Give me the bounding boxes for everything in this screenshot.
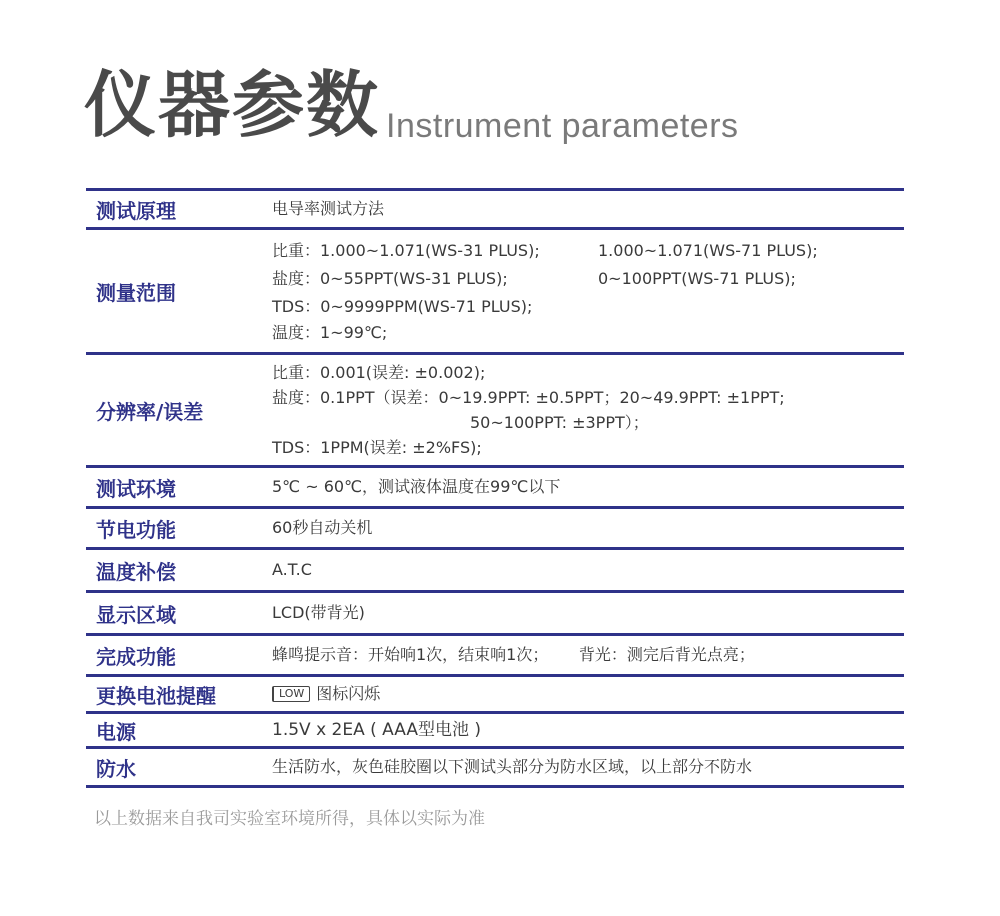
row-label: 防水 [96,756,136,781]
value-line: 1.5V x 2EA ( AAA型电池 ) [272,720,482,740]
value-text: 0~100PPT(WS-71 PLUS); [598,269,796,288]
row-value [272,514,904,542]
row-value [272,352,904,468]
value-line: TDS：1PPM(误差: ±2%FS); [272,438,482,457]
spec-table [86,188,904,788]
row-value [272,716,904,744]
value-line: 比重：0.001(误差: ±0.002); [272,363,486,382]
value-line [272,265,904,293]
row-value [272,753,904,781]
spec-row-resolution [86,355,904,468]
row-label: 显示区域 [96,602,176,627]
value-line: TDS：0~9999PPM(WS-71 PLUS); [272,297,533,316]
spec-row-functions [86,636,904,677]
spec-row-waterproof [86,749,904,788]
spec-row-environment [86,468,904,509]
row-label: 分辨率/误差 [96,399,204,424]
value-line [272,237,904,265]
value-line: 温度：1~99℃; [272,323,388,342]
value-text: 图标闪烁 [316,684,381,703]
row-label: 电源 [96,719,136,744]
value-line: 60秒自动关机 [272,518,373,537]
spec-row-power-supply [86,714,904,749]
value-line: 盐度：0.1PPT（误差：0~19.9PPT: ±0.5PPT；20~49.9PPT: ±1PPT; [272,388,785,407]
value-line: A.T.C [272,560,312,579]
value-text: 盐度：0~55PPT(WS-31 PLUS); [272,269,508,288]
row-value [272,680,904,708]
row-value [272,229,904,353]
page-title: 仪器参数 [84,63,381,147]
row-value [272,195,904,223]
row-value [272,556,904,584]
value-line: 生活防水，灰色硅胶圈以下测试头部分为防水区域，以上部分不防水 [272,757,753,776]
page-subtitle: Instrument parameters [386,107,739,145]
row-label: 更换电池提醒 [96,683,216,708]
disclaimer-note: 以上数据来自我司实验室环境所得，具体以实际为准 [94,809,485,829]
value-line: 50~100PPT: ±3PPT）； [470,413,649,432]
value-line [272,680,904,708]
spec-row-range [86,230,904,355]
value-line: 5℃ ~ 60℃，测试液体温度在99℃以下 [272,477,561,496]
row-label: 完成功能 [96,644,176,669]
value-text: 1.000~1.071(WS-71 PLUS); [598,241,818,260]
row-label: 测试原理 [96,198,176,223]
spec-row-display [86,593,904,636]
row-label: 温度补偿 [96,559,176,584]
value-text: 比重：1.000~1.071(WS-31 PLUS); [272,241,540,260]
row-label: 节电功能 [96,517,176,542]
spec-row-power-saving [86,509,904,550]
value-line: LCD(带背光) [272,603,365,622]
value-line: 电导率测试方法 [272,199,385,218]
row-label: 测试环境 [96,476,176,501]
value-line: 蜂鸣提示音：开始响1次，结束响1次； 背光：测完后背光点亮； [272,645,755,664]
row-value [272,641,904,669]
spec-row-temp-compensation [86,550,904,593]
row-label: 测量范围 [96,280,176,305]
row-value [272,473,904,501]
page-header [84,62,739,148]
spec-row-principle [86,191,904,230]
row-value [272,599,904,627]
battery-low-icon: LOW [272,686,310,702]
spec-row-battery-reminder [86,677,904,714]
